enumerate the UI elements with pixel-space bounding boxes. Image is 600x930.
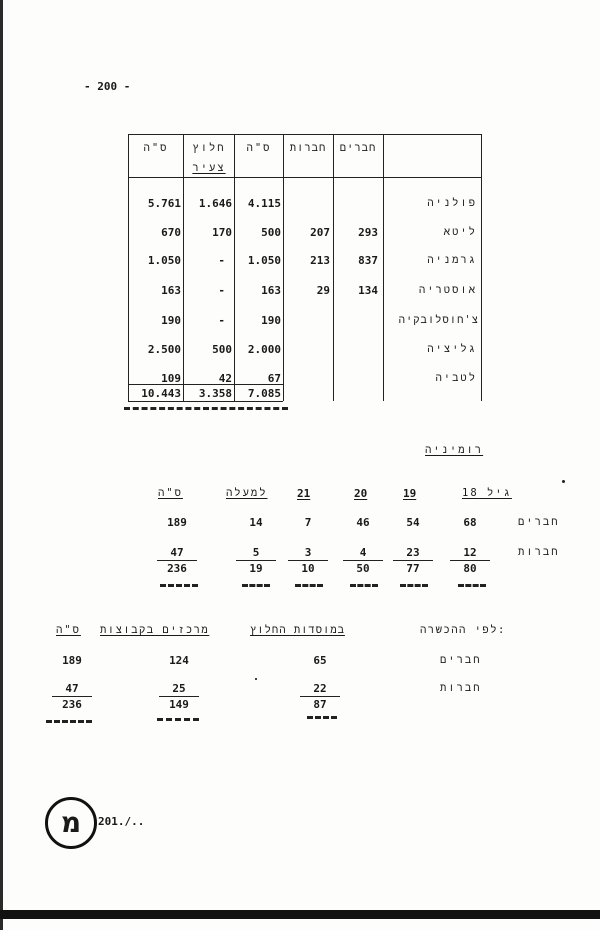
training-header: ס"ה xyxy=(56,624,81,636)
women-fraction: $\frac{12}{80}$ xyxy=(450,546,490,575)
speck xyxy=(562,480,565,483)
header-subtotal: ס"ה xyxy=(246,142,272,154)
archive-stamp-logo: מ xyxy=(45,797,97,849)
header-total: ס"ה xyxy=(143,142,169,154)
header-youth: חלוץ xyxy=(192,142,226,154)
training-header: מרכזים בקבוצות xyxy=(100,624,210,636)
training-header: במוסדות החלוץ xyxy=(250,624,345,636)
age-header: 21 xyxy=(297,487,311,500)
age-header: ס"ה xyxy=(158,487,183,499)
age-header: 20 xyxy=(354,487,368,500)
row-label-men: חברים xyxy=(518,516,560,528)
age-header: 19 xyxy=(403,487,417,500)
row-label-men: חברים xyxy=(440,654,482,666)
scan-edge xyxy=(0,0,3,930)
page-number: - 200 - xyxy=(84,80,131,93)
age-header: גיל 18 xyxy=(462,487,512,499)
women-fraction: $\frac{5}{19}$ xyxy=(236,546,276,575)
header-youth-sub: צעיר xyxy=(192,162,226,174)
row-label-women: חברות xyxy=(440,682,482,694)
women-fraction: $\frac{22}{87}$ xyxy=(300,682,340,711)
women-fraction: $\frac{23}{77}$ xyxy=(393,546,433,575)
next-page-marker: 201./.. xyxy=(98,815,145,828)
age-header: למעלה xyxy=(226,487,268,499)
speck xyxy=(255,678,257,680)
women-fraction: $\frac{47}{236}$ xyxy=(52,682,92,711)
women-fraction: $\frac{47}{236}$ xyxy=(157,546,197,575)
training-label: לפי ההכשרה: xyxy=(420,624,506,636)
header-women: חברות xyxy=(289,142,327,154)
row-label-women: חברות xyxy=(518,546,560,558)
women-fraction: $\frac{3}{10}$ xyxy=(288,546,328,575)
women-fraction: $\frac{25}{149}$ xyxy=(159,682,199,711)
header-men: חברים xyxy=(339,142,377,154)
women-fraction: $\frac{4}{50}$ xyxy=(343,546,383,575)
romania-title: רומיניה xyxy=(425,444,484,456)
scan-bottom-edge xyxy=(0,910,600,919)
